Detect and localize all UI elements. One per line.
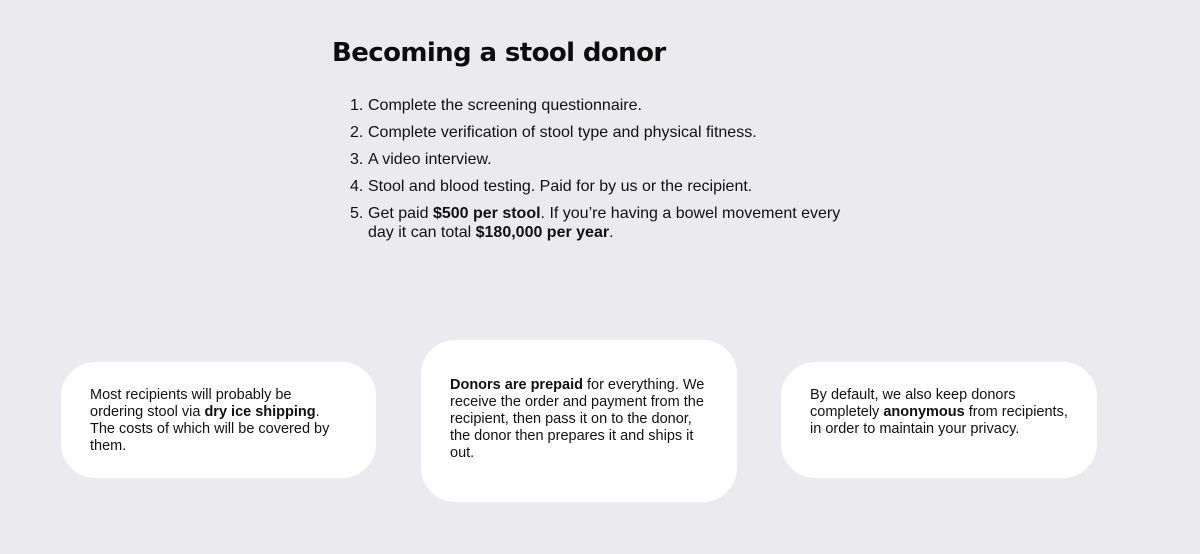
card-text: By default, we also keep donors completely anonymous from recipients, in order to maintain your privacy.: [810, 387, 1068, 437]
page-title: Becoming a stool donor: [332, 38, 666, 68]
step-item: [341, 177, 851, 196]
step-item: [341, 96, 851, 115]
payment-per-year: $180,000 per year: [475, 224, 610, 241]
shipping-info-card: [61, 362, 376, 478]
highlight-dry-ice-shipping: dry ice shipping: [204, 404, 316, 420]
step-number: 4.: [350, 178, 364, 195]
highlight-donors-prepaid: Donors are prepaid: [450, 377, 583, 393]
prepaid-info-card: [421, 340, 737, 502]
step-number: 5.: [350, 205, 364, 222]
step-number: 1.: [350, 97, 364, 114]
step-text: Get paid $500 per stool. If you’re having a bowel movement every day it can total $180,000 per year.: [368, 205, 841, 241]
step-text: Complete the screening questionnaire.: [368, 97, 642, 114]
step-text: Stool and blood testing. Paid for by us or the recipient.: [368, 178, 753, 195]
anonymity-info-card: [781, 362, 1097, 478]
step-text: Complete verification of stool type and physical fitness.: [368, 124, 757, 141]
step-number: 2.: [350, 124, 364, 141]
step-item: [341, 150, 851, 169]
step-item: [341, 123, 851, 142]
step-number: 3.: [350, 151, 364, 168]
highlight-anonymous: anonymous: [883, 404, 965, 420]
steps-list: [341, 96, 851, 250]
card-text: Donors are prepaid for everything. We receive the order and payment from the recipient, then pass it on to the donor, the donor then prepares it and ships it out.: [450, 377, 705, 461]
card-text: Most recipients will probably be ordering stool via dry ice shipping. The costs of which will be covered by them.: [90, 387, 330, 454]
step-text: A video interview.: [368, 151, 492, 168]
step-item: [341, 204, 851, 242]
payment-per-stool: $500 per stool: [432, 205, 541, 222]
